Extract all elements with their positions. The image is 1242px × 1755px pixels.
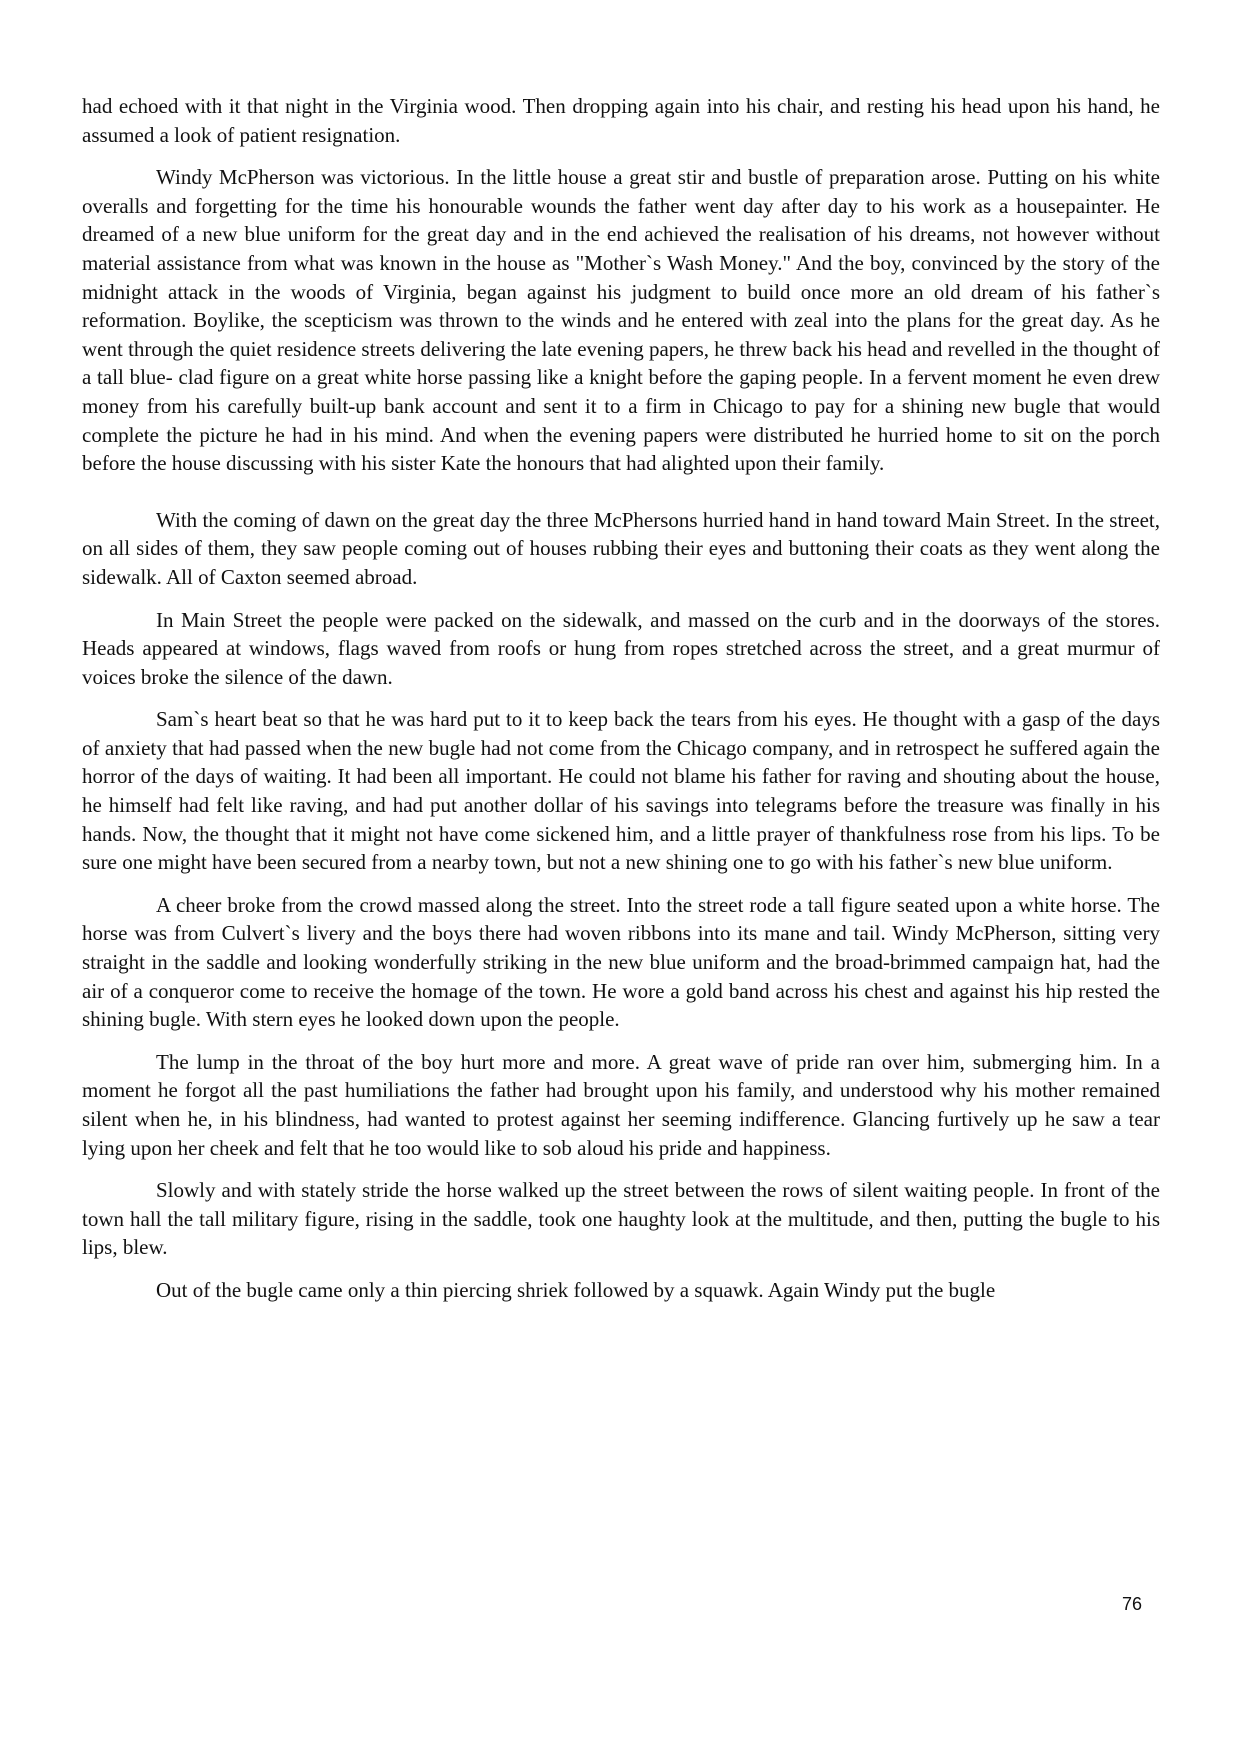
- paragraph-sams-heart: Sam`s heart beat so that he was hard put to it to keep back the tears from his eyes. He thought with a gasp of the days of anxiety that had passed when the new bugle had not come from the Chicago company, and in retrospect he suffered again the horror of the days of waiting. It had been all important. He could not blame his father for raving and shouting about the house, he himself had felt like raving, and had put another dollar of his savings into telegrams before the treasure was finally in his hands. Now, the thought that it might not have come sickened him, and a little prayer of thankfulness rose from his lips. To be sure one might have been secured from a nearby town, but not a new shining one to go with his father`s new blue uniform.: [82, 707, 1160, 875]
- paragraph-bugle-squawk: Out of the bugle came only a thin piercing shriek followed by a squawk. Again Windy put the bugle: [156, 1277, 996, 1302]
- paragraph-windy-victorious: Windy McPherson was victorious. In the little house a great stir and bustle of preparation arose. Putting on his white overalls and forgetting for the time his honourable wounds the father went day after day to his work as a housepainter. He dreamed of a new blue uniform for the great day and in the end achieved the realisation of his dreams, not however without material assistance from what was known in the house as "Mother`s Wash Money." And the boy, convinced by the story of the midnight attack in the woods of Virginia, began against his judgment to build once more an old dream of his father`s reformation. Boylike, the scepticism was thrown to the winds and he entered with zeal into the plans for the great day. As he went through the quiet residence streets delivering the late evening papers, he threw back his head and revelled in the thought of a tall blue- clad figure on a great white horse passing like a knight before the gaping people. In a fervent moment he even drew money from his carefully built-up bank account and sent it to a firm in Chicago to pay for a shining new bugle that would complete the picture he had in his mind. And when the evening papers were distributed he hurried home to sit on the porch before the house discussing with his sister Kate the honours that had alighted upon their family.: [82, 165, 1160, 476]
- page-number: 76: [1122, 1594, 1143, 1614]
- paragraph-stately-stride: Slowly and with stately stride the horse walked up the street between the rows of silent waiting people. In front of the town hall the tall military figure, rising in the saddle, took one haughty look at the multitude, and then, putting the bugle to his lips, blew.: [82, 1178, 1160, 1260]
- paragraph-main-street: In Main Street the people were packed on the sidewalk, and massed on the curb and in the doorways of the stores. Heads appeared at windows, flags waved from roofs or hung from ropes stretched across the street, and a great murmur of voices broke the silence of the dawn.: [82, 607, 1160, 689]
- paragraph-lump-in-throat: The lump in the throat of the boy hurt more and more. A great wave of pride ran over him, submerging him. In a moment he forgot all the past humiliations the father had brought upon his family, and understood why his mother remained silent when he, in his blindness, had wanted to protest against her seeming indifference. Glancing furtively up he saw a tear lying upon her cheek and felt that he too would like to sob aloud his pride and happiness.: [82, 1049, 1160, 1160]
- page-body: [82, 92, 1160, 1305]
- paragraph-dawn: With the coming of dawn on the great day the three McPhersons hurried hand in hand toward Main Street. In the street, on all sides of them, they saw people coming out of houses rubbing their eyes and buttoning their coats as they went along the sidewalk. All of Caxton seemed abroad.: [82, 507, 1160, 589]
- paragraph-continuation: had echoed with it that night in the Virginia wood. Then dropping again into his chair, and resting his head upon his hand, he assumed a look of patient resignation.: [82, 94, 1160, 147]
- paragraph-cheer: A cheer broke from the crowd massed along the street. Into the street rode a tall figure seated upon a white horse. The horse was from Culvert`s livery and the boys there had woven ribbons into its mane and tail. Windy McPherson, sitting very straight in the saddle and looking wonderfully striking in the new blue uniform and the broad-brimmed campaign hat, had the air of a conqueror come to receive the homage of the town. He wore a gold band across his chest and against his hip rested the shining bugle. With stern eyes he looked down upon the people.: [82, 892, 1160, 1032]
